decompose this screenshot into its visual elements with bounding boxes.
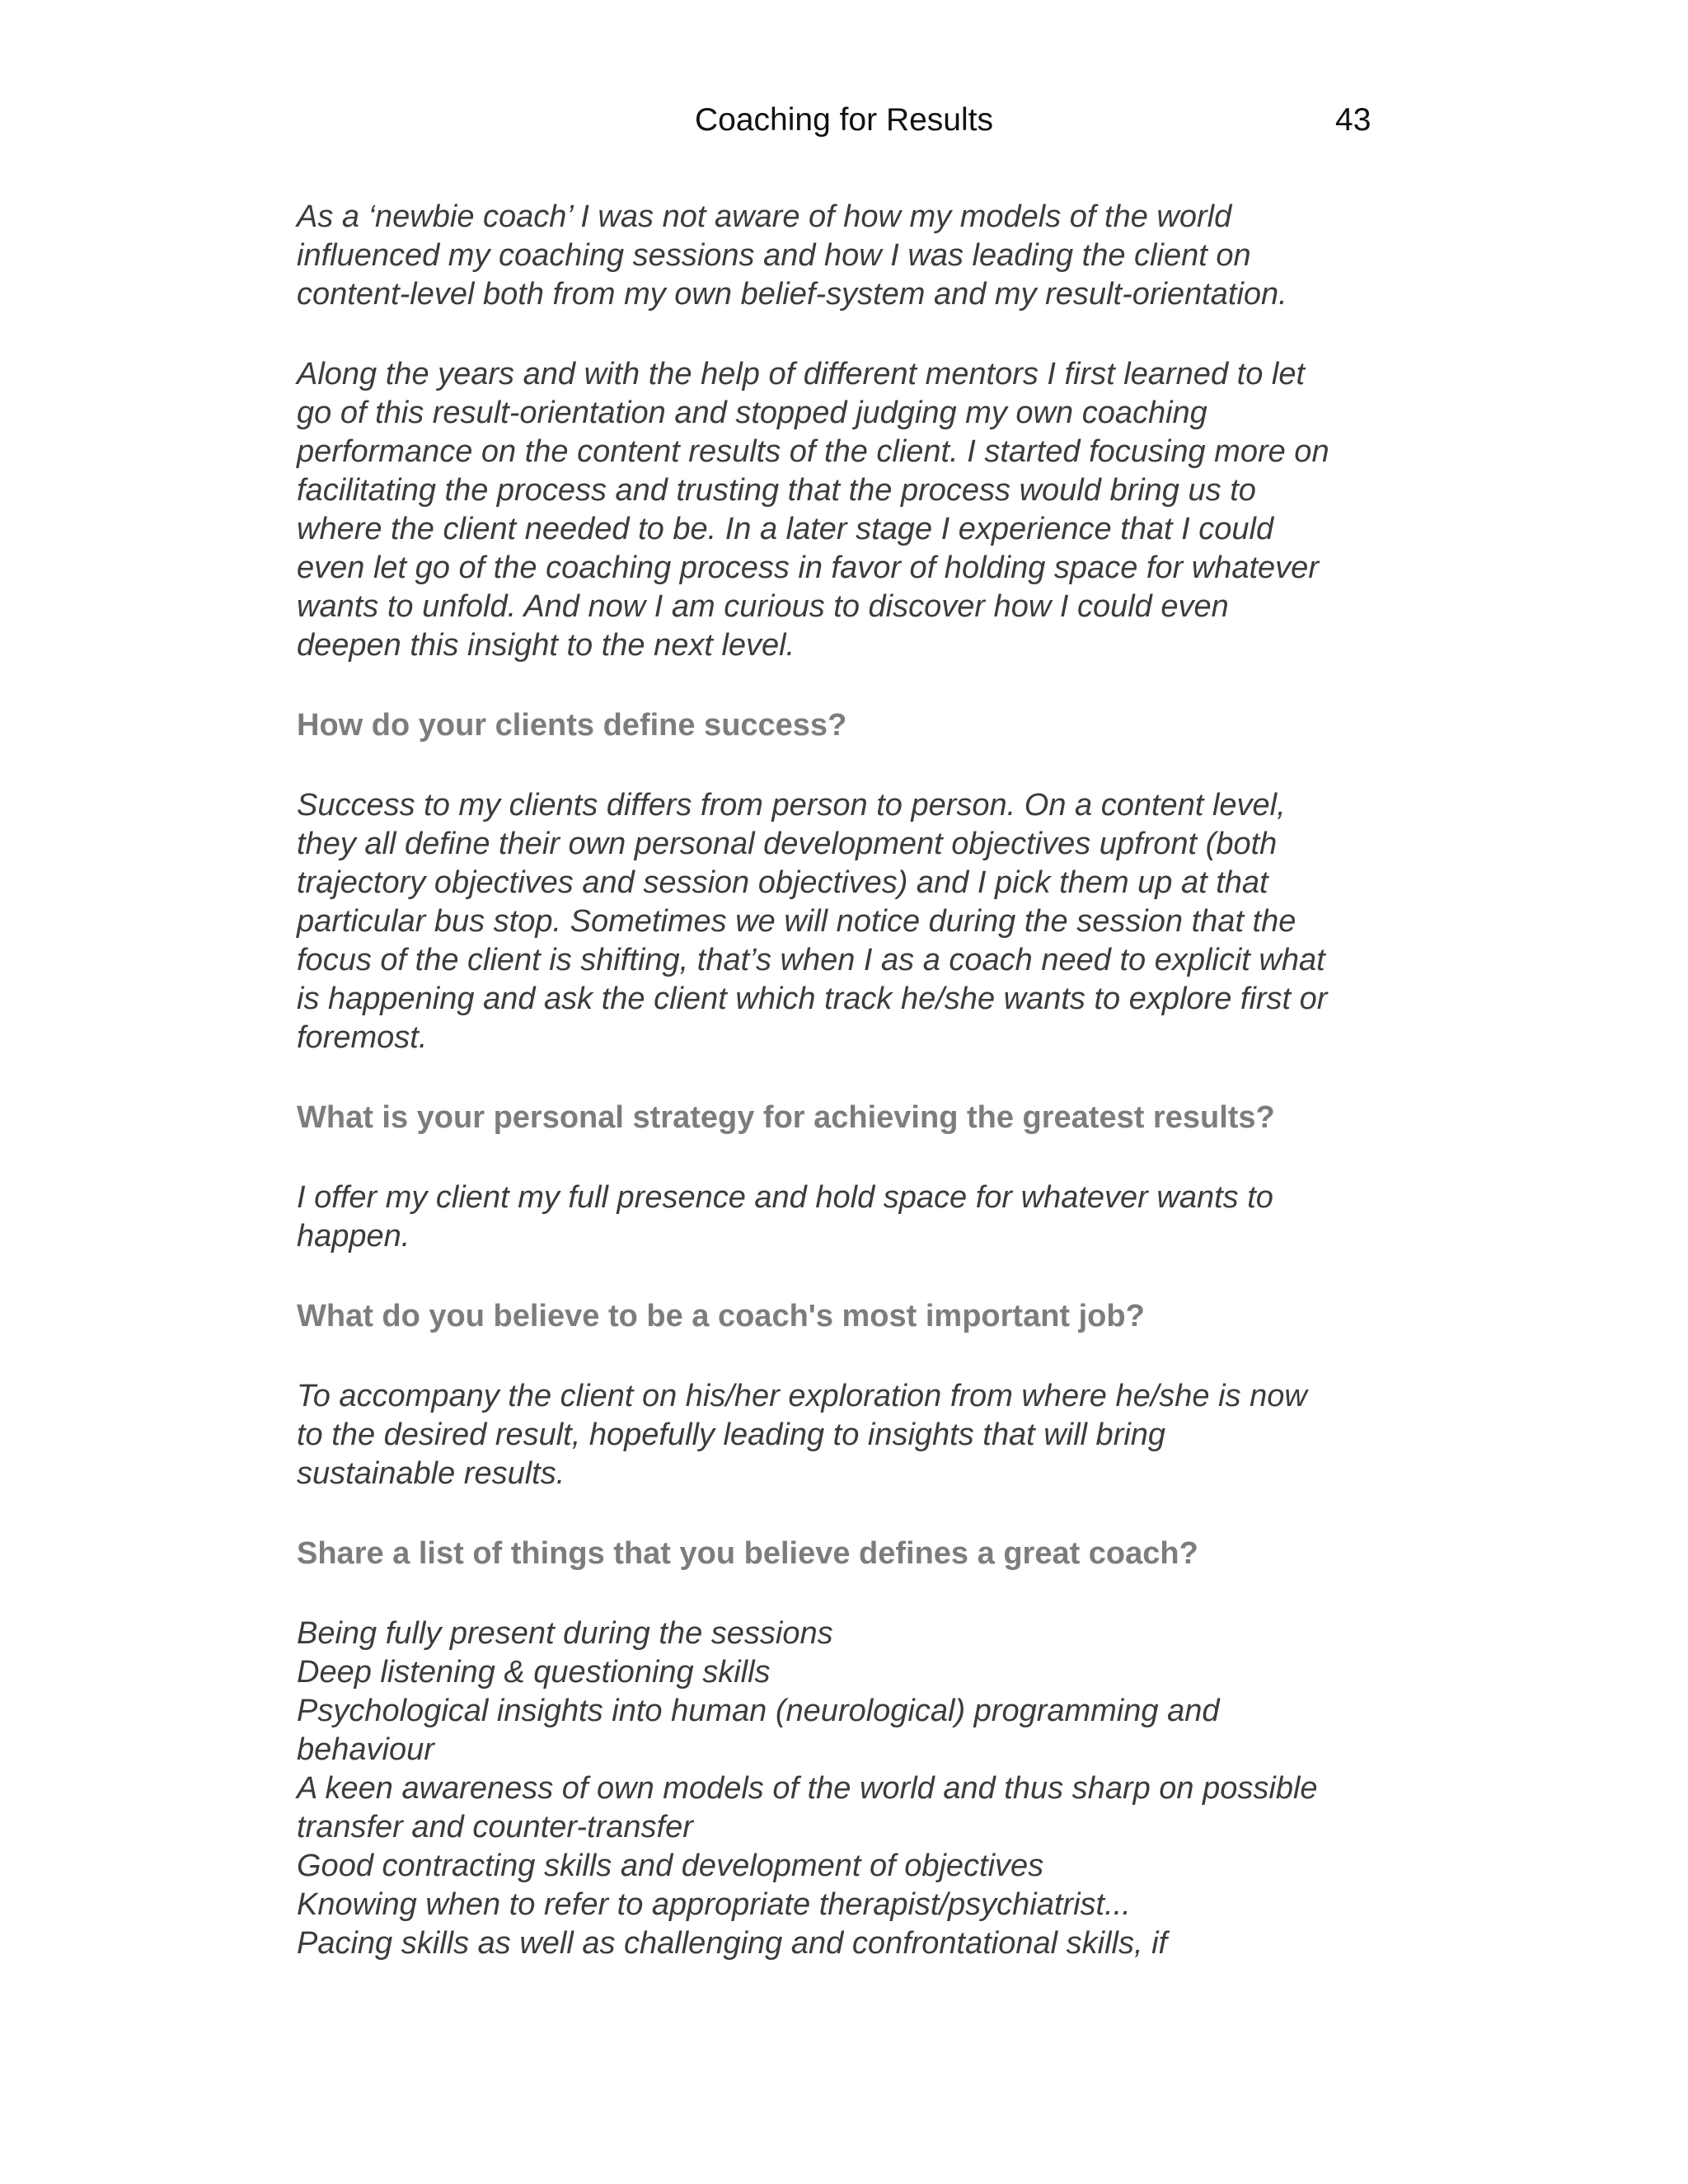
text-line: content-level both from my own belief-system and my result-orientation. (297, 277, 1287, 312)
text-line: foremost. (297, 1020, 428, 1055)
text-line: Good contracting skills and development of objectives (297, 1849, 1044, 1883)
page-number: 43 (1335, 102, 1372, 138)
question-heading: Share a list of things that you believe defines a great coach? (297, 1536, 1198, 1571)
text-line: Deep listening & questioning skills (297, 1655, 771, 1690)
text-line: I offer my client my full presence and hold space for whatever wants to (297, 1180, 1273, 1215)
text-line: wants to unfold. And now I am curious to discover how I could even (297, 589, 1229, 624)
text-line: deepen this insight to the next level. (297, 628, 795, 663)
answer-paragraph (297, 1179, 1385, 1256)
answer-paragraph (297, 198, 1385, 314)
text-line: is happening and ask the client which track he/she wants to explore first or (297, 982, 1328, 1016)
running-title: Coaching for Results (694, 102, 993, 138)
text-line: Pacing skills as well as challenging and confrontational skills, if (297, 1926, 1168, 1961)
text-line: As a ‘newbie coach’ I was not aware of how my models of the world (297, 199, 1232, 234)
text-line: A keen awareness of own models of the world and thus sharp on possible (297, 1771, 1318, 1806)
text-line: influenced my coaching sessions and how I was leading the client on (297, 238, 1251, 273)
text-line: even let go of the coaching process in favor of holding space for whatever (297, 551, 1319, 585)
text-line: Being fully present during the sessions (297, 1616, 833, 1651)
text-line: to the desired result, hopefully leading to insights that will bring (297, 1418, 1166, 1452)
text-line: they all define their own personal development objectives upfront (both (297, 827, 1278, 861)
text-line: To accompany the client on his/her exploration from where he/she is now (297, 1379, 1307, 1413)
text-line: sustainable results. (297, 1456, 565, 1491)
text-line: particular bus stop. Sometimes we will notice during the session that the (297, 904, 1296, 939)
page-body (297, 198, 1385, 2004)
text-line: transfer and counter-transfer (297, 1810, 693, 1844)
text-line: where the client needed to be. In a later stage I experience that I could (297, 512, 1274, 546)
text-line: go of this result-orientation and stopped judging my own coaching (297, 396, 1207, 430)
question-heading: How do your clients define success? (297, 708, 847, 743)
answer-paragraph (297, 1615, 1385, 1963)
text-line: behaviour (297, 1732, 434, 1767)
text-line: facilitating the process and trusting that the process would bring us to (297, 473, 1256, 508)
question-heading: What do you believe to be a coach's most important job? (297, 1299, 1145, 1333)
text-line: Psychological insights into human (neurological) programming and (297, 1694, 1220, 1728)
answer-paragraph (297, 1377, 1385, 1493)
text-line: Along the years and with the help of different mentors I first learned to let (297, 357, 1306, 391)
answer-paragraph (297, 786, 1385, 1057)
text-line: happen. (297, 1219, 410, 1254)
text-line: Knowing when to refer to appropriate therapist/psychiatrist... (297, 1887, 1131, 1922)
text-line: focus of the client is shifting, that’s when I as a coach need to explicit what (297, 943, 1325, 977)
text-line: trajectory objectives and session objectives) and I pick them up at that (297, 865, 1268, 900)
text-line: performance on the content results of the client. I started focusing more on (297, 434, 1329, 469)
question-heading: What is your personal strategy for achieving the greatest results? (297, 1100, 1275, 1135)
answer-paragraph (297, 355, 1385, 665)
page-header (0, 97, 1688, 143)
text-line: Success to my clients differs from person to person. On a content level, (297, 788, 1286, 823)
